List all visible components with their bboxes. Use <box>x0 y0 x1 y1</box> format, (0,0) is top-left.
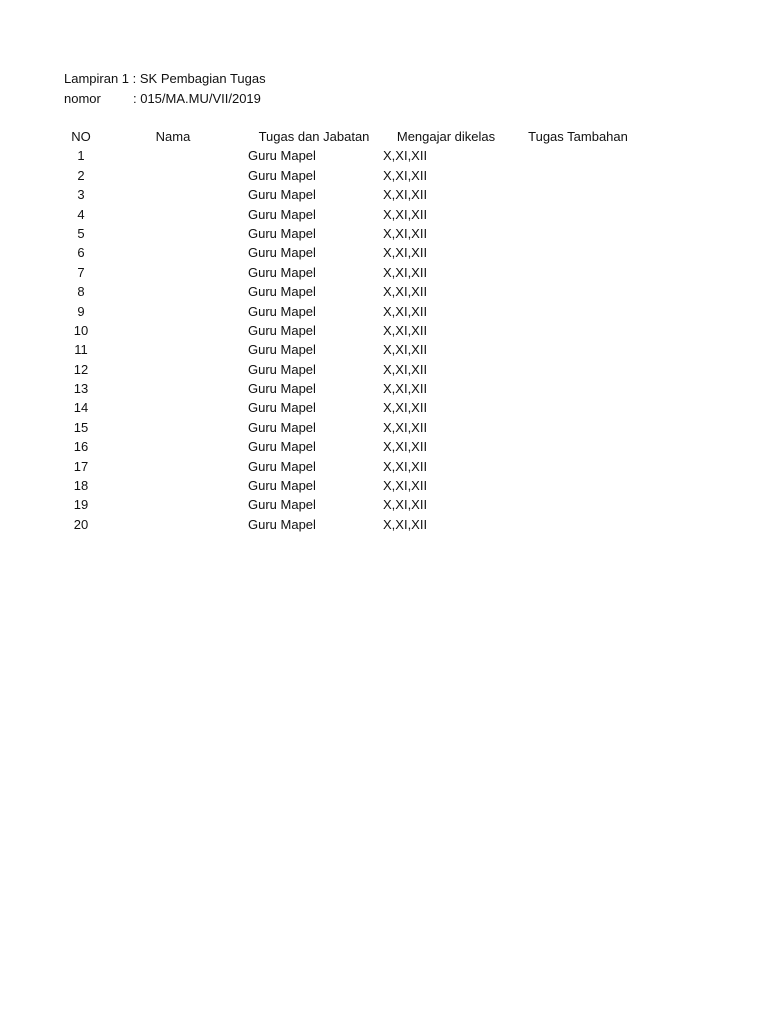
column-header-tambahan: Tugas Tambahan <box>528 129 628 144</box>
cell-tugas: Guru Mapel <box>248 381 316 397</box>
column-header-kelas: Mengajar dikelas <box>396 129 496 144</box>
table-row <box>0 265 768 284</box>
table-row <box>0 187 768 206</box>
cell-tugas: Guru Mapel <box>248 322 316 338</box>
cell-no: 16 <box>73 439 89 455</box>
table-row <box>0 459 768 478</box>
cell-tugas: Guru Mapel <box>248 148 316 164</box>
table-header-row <box>0 129 768 148</box>
table-row <box>0 148 768 167</box>
table-row <box>0 420 768 439</box>
assignment-table <box>0 129 768 536</box>
cell-no: 5 <box>77 225 85 241</box>
cell-no: 7 <box>77 264 85 280</box>
cell-tugas: Guru Mapel <box>248 206 316 222</box>
cell-tugas: Guru Mapel <box>248 245 316 261</box>
lampiran-title: Lampiran 1 : SK Pembagian Tugas <box>64 71 266 86</box>
cell-no: 15 <box>73 419 89 435</box>
cell-tugas: Guru Mapel <box>248 419 316 435</box>
column-header-nama: Nama <box>155 129 191 144</box>
table-row <box>0 207 768 226</box>
cell-kelas: X,XI,XII <box>383 284 428 300</box>
cell-kelas: X,XI,XII <box>383 264 428 280</box>
table-row <box>0 497 768 516</box>
table-row <box>0 517 768 536</box>
table-row <box>0 400 768 419</box>
cell-kelas: X,XI,XII <box>383 419 428 435</box>
cell-tugas: Guru Mapel <box>248 478 316 494</box>
cell-tugas: Guru Mapel <box>248 264 316 280</box>
cell-no: 19 <box>73 497 89 513</box>
cell-kelas: X,XI,XII <box>383 439 428 455</box>
cell-no: 8 <box>77 284 85 300</box>
table-body <box>0 148 768 536</box>
table-row <box>0 284 768 303</box>
cell-no: 1 <box>77 148 85 164</box>
cell-kelas: X,XI,XII <box>383 400 428 416</box>
table-row <box>0 226 768 245</box>
cell-kelas: X,XI,XII <box>383 322 428 338</box>
cell-tugas: Guru Mapel <box>248 439 316 455</box>
table-row <box>0 381 768 400</box>
table-row <box>0 362 768 381</box>
table-row <box>0 342 768 361</box>
cell-no: 4 <box>77 206 85 222</box>
table-row <box>0 304 768 323</box>
cell-kelas: X,XI,XII <box>383 497 428 513</box>
cell-no: 9 <box>77 303 85 319</box>
cell-tugas: Guru Mapel <box>248 284 316 300</box>
cell-kelas: X,XI,XII <box>383 381 428 397</box>
table-row <box>0 439 768 458</box>
cell-no: 12 <box>73 361 89 377</box>
cell-kelas: X,XI,XII <box>383 187 428 203</box>
cell-tugas: Guru Mapel <box>248 400 316 416</box>
cell-tugas: Guru Mapel <box>248 342 316 358</box>
table-row <box>0 478 768 497</box>
cell-kelas: X,XI,XII <box>383 478 428 494</box>
cell-no: 13 <box>73 381 89 397</box>
column-header-tugas: Tugas dan Jabatan <box>258 129 370 144</box>
cell-kelas: X,XI,XII <box>383 206 428 222</box>
cell-no: 3 <box>77 187 85 203</box>
cell-tugas: Guru Mapel <box>248 225 316 241</box>
cell-tugas: Guru Mapel <box>248 303 316 319</box>
cell-no: 18 <box>73 478 89 494</box>
cell-kelas: X,XI,XII <box>383 225 428 241</box>
cell-no: 11 <box>74 342 88 358</box>
table-row <box>0 323 768 342</box>
column-header-no: NO <box>71 129 91 144</box>
cell-kelas: X,XI,XII <box>383 342 428 358</box>
nomor-value: : 015/MA.MU/VII/2019 <box>133 91 261 106</box>
cell-kelas: X,XI,XII <box>383 458 428 474</box>
cell-no: 2 <box>77 167 85 183</box>
cell-kelas: X,XI,XII <box>383 245 428 261</box>
cell-no: 20 <box>73 516 89 532</box>
cell-kelas: X,XI,XII <box>383 303 428 319</box>
cell-no: 14 <box>73 400 89 416</box>
cell-tugas: Guru Mapel <box>248 497 316 513</box>
cell-kelas: X,XI,XII <box>383 516 428 532</box>
nomor-label: nomor <box>64 91 101 106</box>
cell-no: 17 <box>73 458 89 474</box>
cell-kelas: X,XI,XII <box>383 167 428 183</box>
cell-kelas: X,XI,XII <box>383 361 428 377</box>
cell-tugas: Guru Mapel <box>248 187 316 203</box>
cell-no: 6 <box>77 245 85 261</box>
cell-no: 10 <box>73 322 89 338</box>
cell-tugas: Guru Mapel <box>248 516 316 532</box>
table-row <box>0 245 768 264</box>
cell-kelas: X,XI,XII <box>383 148 428 164</box>
cell-tugas: Guru Mapel <box>248 361 316 377</box>
cell-tugas: Guru Mapel <box>248 458 316 474</box>
table-row <box>0 168 768 187</box>
cell-tugas: Guru Mapel <box>248 167 316 183</box>
